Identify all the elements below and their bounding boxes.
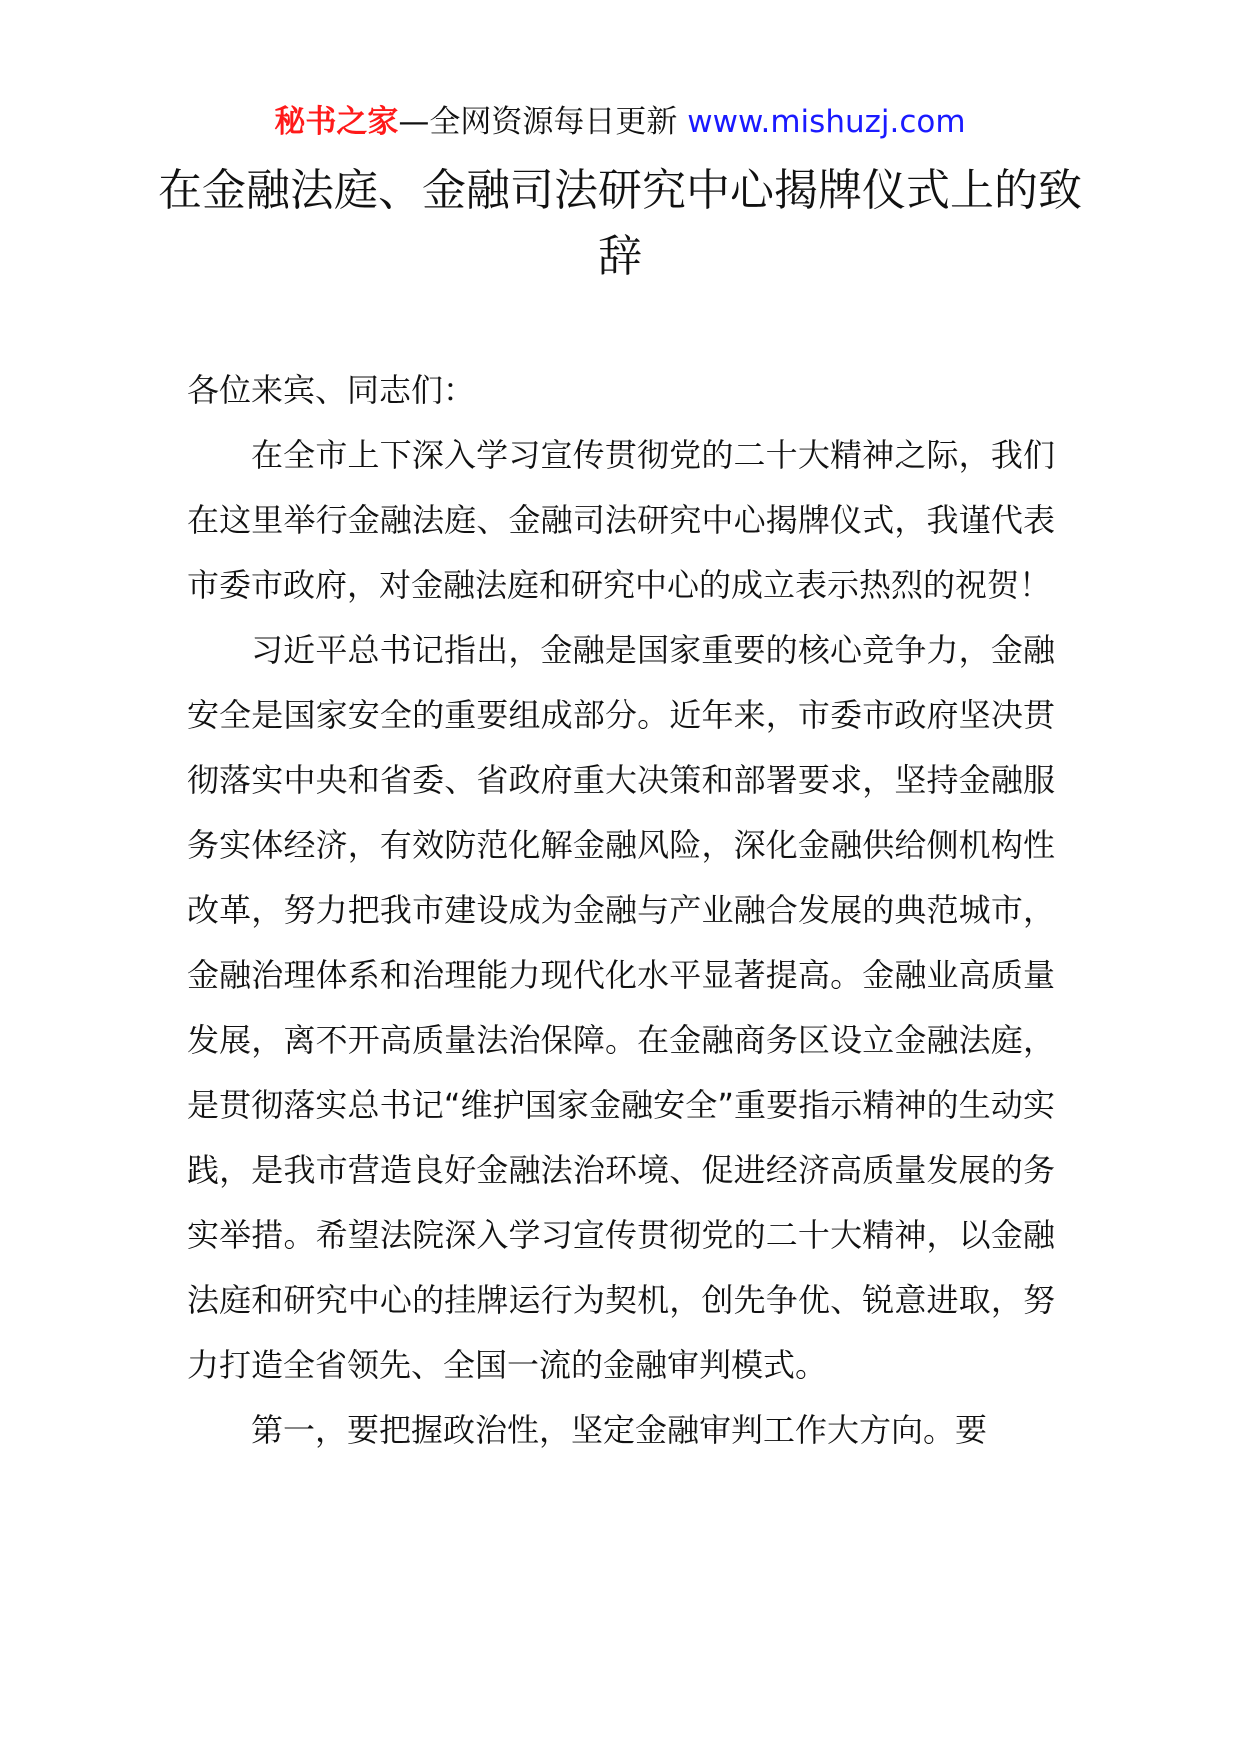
paragraph-3: 第一，要把握政治性，坚定金融审判工作大方向。要 — [251, 1411, 988, 1449]
header-tagline: —全网资源每日更新 — [398, 104, 688, 140]
salutation: 各位来宾、同志们： — [187, 371, 476, 409]
paragraph-2: 习近平总书记指出，金融是国家重要的核心竞争力，金融安全是国家安全的重要组成部分。近年来，市委市政府坚决贯彻落实中央和省委、省政府重大决策和部署要求，坚持金融服务实体经济，有效防范化解金融风险，深化金融供给侧机构性改革，努力把我市建设成为金融与产业融合发展的典范城市，金融治理体系和治理能力现代化水平显著提高。金融业高质量发展，离不开高质量法治保障。在金融商务区设立金融法庭，是贯彻落实总书记“维护国家金融安全”重要指示精神的生动实践，是我市营造良好金融法治环境、促进经济高质量发展的务实举措。希望法院深入学习宣传贯彻党的二十大精神，以金融法庭和研究中心的挂牌运行为契机，创先争优、锐意进取，努力打造全省领先、全国一流的金融审判模式。 — [187, 631, 1055, 1384]
brand-name: 秘书之家 — [274, 104, 399, 140]
site-url: www.mishuzj.com — [687, 104, 966, 140]
paragraph-1: 在全市上下深入学习宣传贯彻党的二十大精神之际，我们在这里举行金融法庭、金融司法研究中心揭牌仪式，我谨代表市委市政府，对金融法庭和研究中心的成立表示热烈的祝贺！ — [187, 436, 1055, 604]
document-title: 在金融法庭、金融司法研究中心揭牌仪式上的致辞 — [158, 165, 1082, 282]
document-body — [187, 358, 1055, 1463]
watermark-header — [0, 102, 1240, 142]
